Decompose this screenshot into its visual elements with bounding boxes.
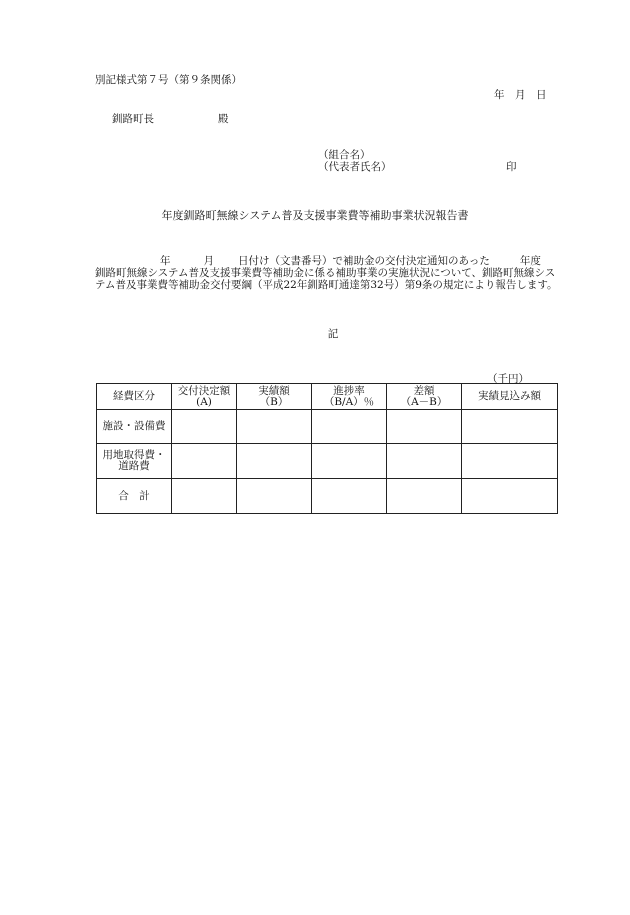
header-category: 経費区分 <box>97 384 172 410</box>
body-fiscal-year: 年度 <box>519 255 541 267</box>
table-cell[interactable] <box>172 444 237 479</box>
header-actual-amount: 実績額 （B） <box>237 384 312 410</box>
row-label-total: 合 計 <box>97 479 172 514</box>
table-cell[interactable] <box>387 410 462 444</box>
table-row <box>97 410 558 444</box>
table-cell[interactable] <box>237 479 312 514</box>
row-label-facilities: 施設・設備費 <box>97 410 172 444</box>
table-cell[interactable] <box>387 444 462 479</box>
table-cell[interactable] <box>462 479 558 514</box>
table-cell[interactable] <box>387 479 462 514</box>
honorific: 殿 <box>218 113 229 125</box>
body-month: 月 <box>203 255 214 267</box>
body-line-2: 釧路町無線システム普及支援事業費等補助金に係る補助事業の実施状況について、釧路町無線シス <box>95 267 556 279</box>
table-cell[interactable] <box>462 444 558 479</box>
union-name-label: （組合名） <box>318 149 371 161</box>
body-line-3: テム普及事業費等補助金交付要綱（平成22年釧路町通達第32号）第9条の規定により報告します。 <box>95 279 558 291</box>
table-cell[interactable] <box>312 410 387 444</box>
addressee-line <box>112 111 229 126</box>
ki-heading: 記 <box>327 328 339 340</box>
header-grant-amount: 交付決定額 (A) <box>172 384 237 410</box>
addressee: 釧路町長 <box>112 113 154 125</box>
table-cell[interactable] <box>237 444 312 479</box>
header-expected-amount: 実績見込み額 <box>462 384 558 410</box>
table-cell[interactable] <box>462 410 558 444</box>
body-line-1-text: 日付け（文書番号）で補助金の交付決定通知のあった <box>238 255 490 267</box>
table-row <box>97 444 558 479</box>
body-year: 年 <box>160 255 171 267</box>
report-title: 年度釧路町無線システム普及支援事業費等補助事業状況報告書 <box>161 209 469 222</box>
table-cell[interactable] <box>312 444 387 479</box>
seal-mark: 印 <box>506 161 517 173</box>
table-cell[interactable] <box>312 479 387 514</box>
row-label-land-road: 用地取得費・ 道路費 <box>97 444 172 479</box>
report-table <box>96 383 558 514</box>
header-difference: 差額 （A－B） <box>387 384 462 410</box>
table-cell[interactable] <box>172 479 237 514</box>
form-number: 別記様式第７号（第９条関係） <box>95 74 242 86</box>
unit-label: （千円） <box>487 373 529 385</box>
date-line: 年 月 日 <box>494 89 547 101</box>
table-header-row <box>97 384 558 410</box>
table-cell[interactable] <box>237 410 312 444</box>
header-progress-rate: 進捗率 （B/A）％ <box>312 384 387 410</box>
representative-label: （代表者氏名） <box>318 161 392 173</box>
table-row <box>97 479 558 514</box>
table-cell[interactable] <box>172 410 237 444</box>
